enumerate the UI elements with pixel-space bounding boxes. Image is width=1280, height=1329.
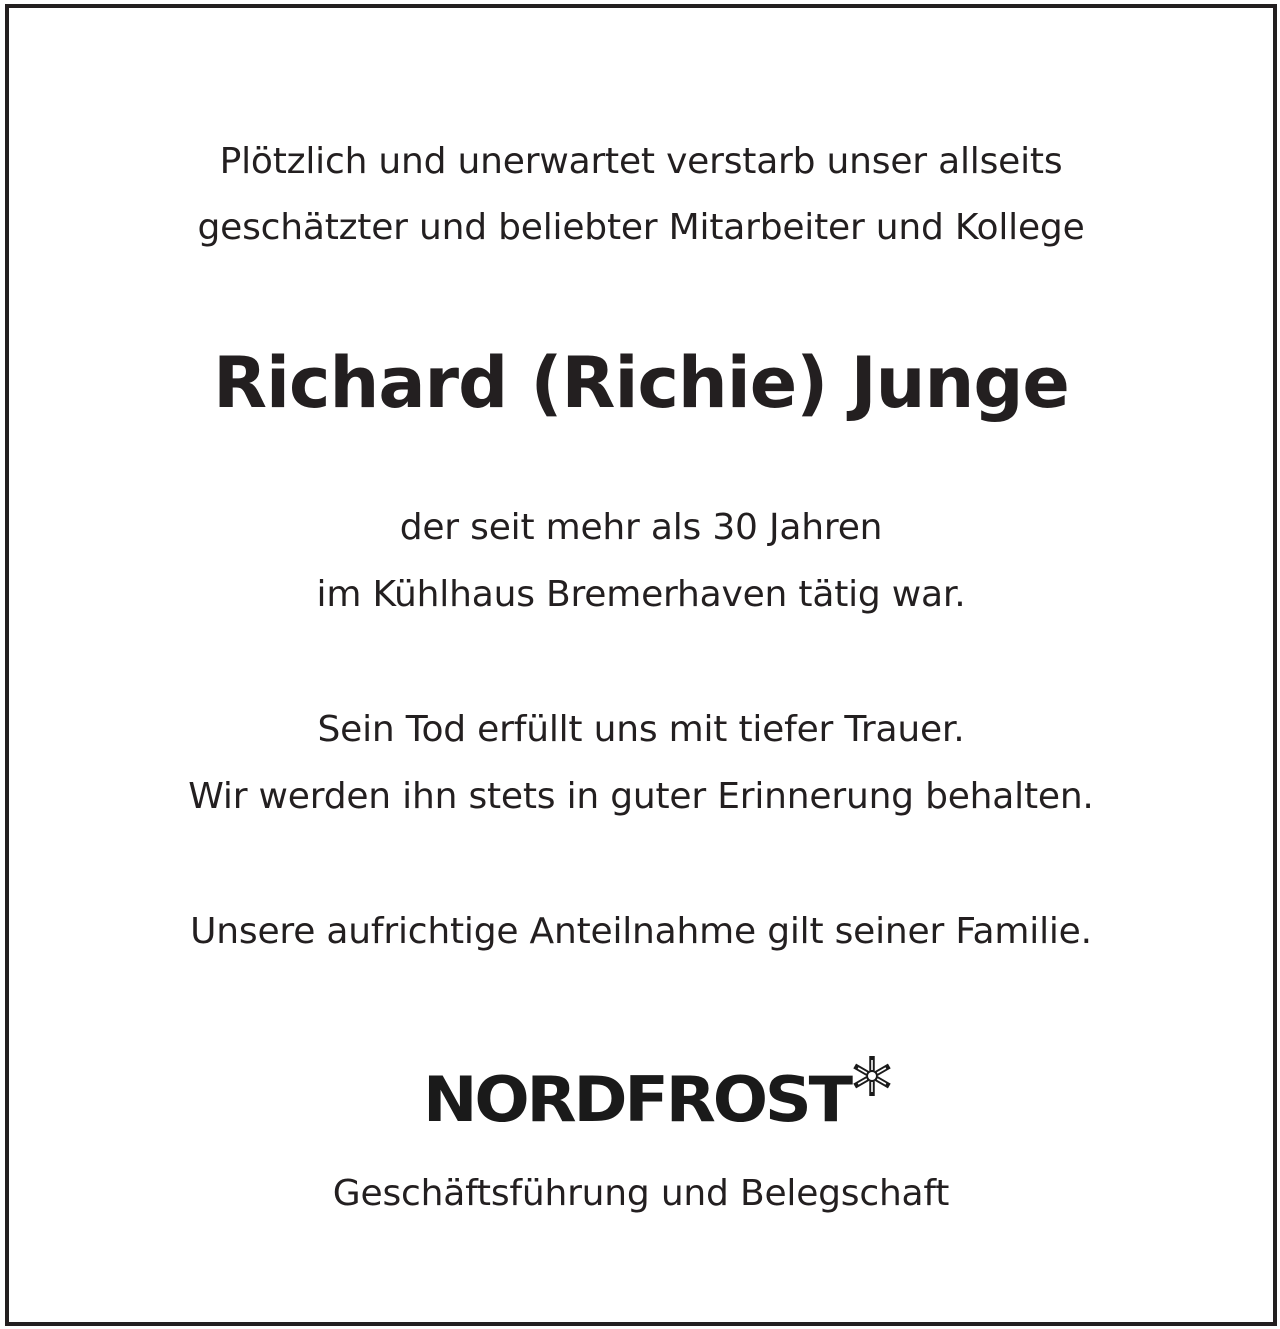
grief-line-2: Wir werden ihn stets in guter Erinnerung behalten. xyxy=(188,776,1094,817)
grief-line-1: Sein Tod erfüllt uns mit tiefer Trauer. xyxy=(317,709,965,750)
intro-line-1: Plötzlich und unerwartet verstarb unser allseits xyxy=(219,141,1063,182)
company-logo xyxy=(423,1054,894,1134)
signature-line: Geschäftsführung und Belegschaft xyxy=(332,1173,950,1214)
service-line-1: der seit mehr als 30 Jahren xyxy=(399,507,883,548)
snowflake-asterisk-icon xyxy=(850,1054,894,1098)
service-line-2: im Kühlhaus Bremerhaven tätig war. xyxy=(316,574,966,615)
deceased-name: Richard (Richie) Junge xyxy=(213,342,1069,424)
logo-wordmark: NORDFROST xyxy=(423,1063,850,1136)
intro-line-2: geschätzter und beliebter Mitarbeiter und Kollege xyxy=(197,207,1085,248)
sympathy-line: Unsere aufrichtige Anteilnahme gilt seiner Familie. xyxy=(190,911,1092,952)
notice-frame xyxy=(5,4,1277,1326)
